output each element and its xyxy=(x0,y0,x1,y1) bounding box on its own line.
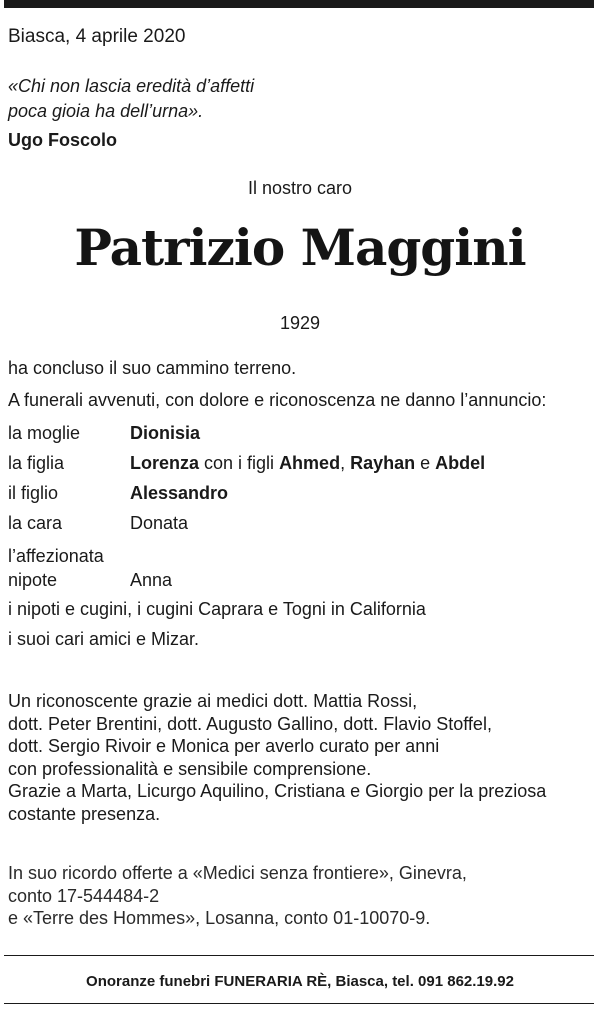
mourner-name: Rayhan xyxy=(350,452,416,473)
mourner-name: Alessandro xyxy=(130,482,229,503)
donations-line: In suo ricordo offerte a «Medici senza frontiere», Ginevra, xyxy=(8,863,467,883)
deceased-name: Patrizio Maggini xyxy=(74,218,526,277)
epigraph-quote xyxy=(8,74,254,124)
mourner-row-moglie xyxy=(8,418,588,448)
footer-rule xyxy=(4,1003,594,1004)
funeral-home-footer: Onoranze funebri FUNERARIA RÈ, Biasca, tel. 091 862.19.92 xyxy=(86,973,514,990)
connector-text: con i figli xyxy=(199,452,280,473)
mourner-name: Ahmed xyxy=(279,452,341,473)
mourner-row-nipote xyxy=(8,538,588,594)
announcement-line: ha concluso il suo cammino terreno. xyxy=(8,358,297,378)
thanks-line: dott. Peter Brentini, dott. Augusto Gallino, dott. Flavio Stoffel, xyxy=(8,713,492,734)
connector-text: , xyxy=(340,452,351,473)
quote-author: Ugo Foscolo xyxy=(8,130,117,150)
thanks-line: dott. Sergio Rivoir e Monica per averlo curato per anni xyxy=(8,736,440,756)
donations-paragraph xyxy=(8,862,593,930)
intro-text: Il nostro caro xyxy=(247,178,353,198)
thanks-line: costante presenza. xyxy=(8,803,161,824)
birth-year: 1929 xyxy=(279,313,321,333)
connector-text: e xyxy=(415,452,436,473)
mourner-role-line: nipote xyxy=(8,570,58,590)
mourner-row-figlio xyxy=(8,478,588,508)
mourners-others: i nipoti e cugini, i cugini Caprara e Togni in California xyxy=(8,599,426,619)
quote-line: «Chi non lascia eredità d’affetti xyxy=(8,76,255,96)
mourner-role: la moglie xyxy=(8,423,81,443)
mourner-row-figlia xyxy=(8,448,588,478)
announcement-line: A funerali avvenuti, con dolore e riconoscenza ne danno l’annuncio: xyxy=(8,390,547,410)
thanks-paragraph xyxy=(8,690,593,825)
mourner-name: Dionisia xyxy=(130,422,201,443)
mourner-name: Anna xyxy=(130,570,173,590)
mourner-role: la figlia xyxy=(8,453,65,473)
thanks-line: Un riconoscente grazie ai medici dott. Mattia Rossi, xyxy=(8,691,418,711)
mourner-name: Abdel xyxy=(435,452,486,473)
quote-line: poca gioia ha dell’urna». xyxy=(8,101,204,121)
mourner-name: Lorenza xyxy=(130,452,200,473)
mourner-role: la cara xyxy=(8,513,63,533)
mourner-name: Donata xyxy=(130,512,189,533)
mourners-list xyxy=(8,418,588,654)
mourner-role: il figlio xyxy=(8,483,59,503)
place-date: Biasca, 4 aprile 2020 xyxy=(8,26,186,47)
thanks-line: con professionalità e sensibile comprensione. xyxy=(8,758,372,779)
mourner-role xyxy=(8,544,130,592)
mourner-role-line: l’affezionata xyxy=(8,546,104,566)
mourners-others: i suoi cari amici e Mizar. xyxy=(8,629,200,649)
top-rule xyxy=(4,0,594,8)
mourner-row-cara xyxy=(8,508,588,538)
donations-line: e «Terre des Hommes», Losanna, conto 01-10070-9. xyxy=(8,908,431,928)
donations-line: conto 17-544484-2 xyxy=(8,885,160,906)
thanks-line: Grazie a Marta, Licurgo Aquilino, Cristiana e Giorgio per la preziosa xyxy=(8,781,547,801)
footer-rule xyxy=(4,955,594,956)
